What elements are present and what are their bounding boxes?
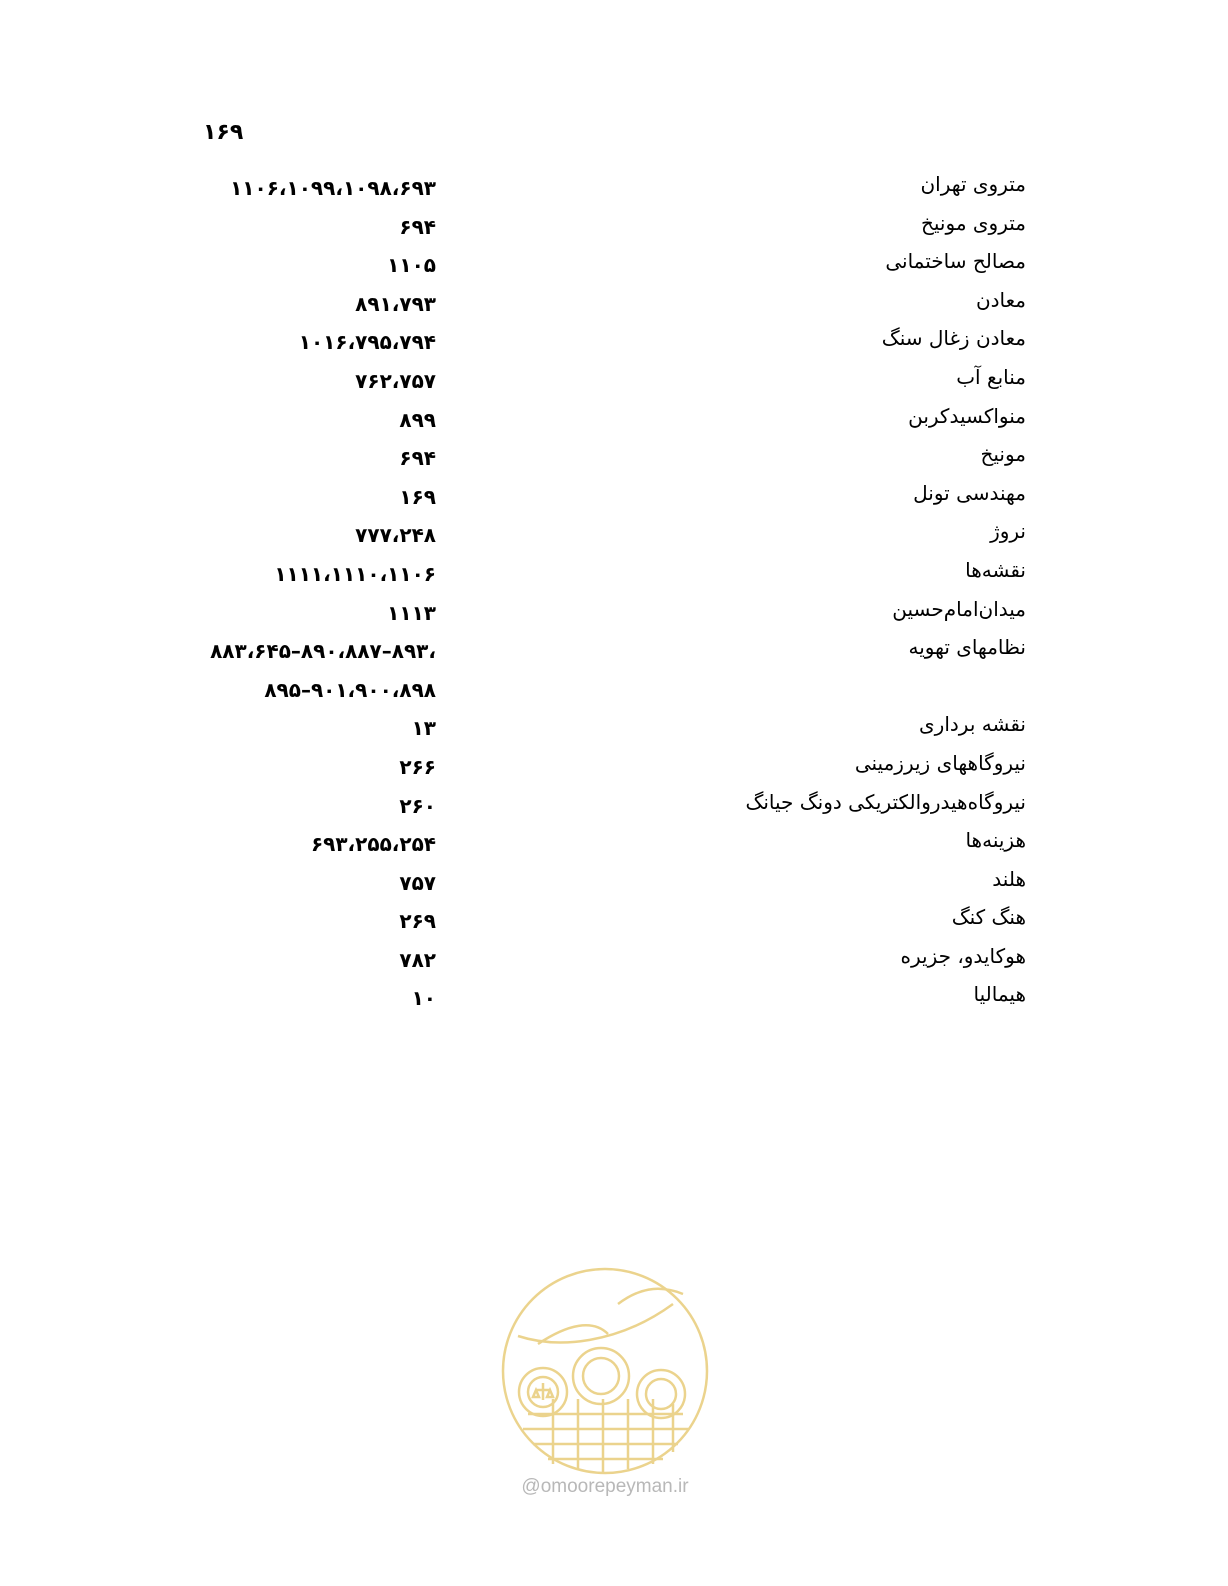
index-term: نظامهای تهویه — [908, 635, 1026, 660]
index-entry — [0, 479, 1228, 518]
index-pages: ۲۶۰ — [399, 793, 436, 818]
index-pages: ۱۱۰۶،۱۰۹۹،۱۰۹۸،۶۹۳ — [230, 176, 436, 200]
index-entry — [0, 710, 1228, 749]
index-term: نقشه‌ها — [965, 557, 1026, 582]
index-term: معادن زغال سنگ — [881, 326, 1026, 351]
index-term: هزینه‌ها — [965, 828, 1026, 853]
index-pages: ۶۹۴ — [399, 446, 436, 471]
index-pages: ۱۶۹ — [399, 484, 436, 509]
index-pages: ۸۹۹ — [399, 407, 436, 432]
index-entry — [0, 749, 1228, 788]
index-pages: ۱۱۱۳ — [387, 600, 436, 625]
index-entry — [0, 903, 1228, 942]
index-entry — [0, 440, 1228, 479]
watermark-emblem-icon — [498, 1264, 712, 1478]
index-entry — [0, 324, 1228, 363]
index-term: نقشه برداری — [919, 712, 1026, 737]
index-term: نیروگاههای زیرزمینی — [854, 750, 1026, 775]
index-pages: ،۸۹۳–۸۹۰،۸۸۷–۸۸۳،۶۴۵ — [210, 639, 436, 664]
index-entry — [0, 556, 1228, 595]
index-entry — [0, 402, 1228, 441]
index-entry — [0, 826, 1228, 865]
index-list — [0, 170, 1228, 1019]
index-entry — [0, 286, 1228, 325]
index-entry — [0, 170, 1228, 209]
index-term: مصالح ساختمانی — [885, 249, 1026, 274]
index-term: منابع آب — [956, 364, 1026, 389]
index-entry — [0, 517, 1228, 556]
index-pages: ۶۹۴ — [399, 214, 436, 239]
index-entry — [0, 633, 1228, 710]
index-pages: ۱۰ — [411, 986, 436, 1011]
index-term: متروی تهران — [920, 172, 1026, 196]
index-entry — [0, 363, 1228, 402]
index-entry — [0, 942, 1228, 981]
index-entry — [0, 980, 1228, 1019]
index-pages: ۷۸۲ — [399, 947, 436, 972]
index-pages: ۱۱۱۱،۱۱۱۰،۱۱۰۶ — [274, 561, 436, 586]
page-number: ۱۶۹ — [203, 120, 244, 145]
index-entry — [0, 788, 1228, 827]
index-term: متروی مونیخ — [920, 210, 1026, 235]
index-pages: ۱۱۰۵ — [387, 253, 436, 278]
index-pages: ۲۶۹ — [399, 909, 436, 934]
index-pages: ۸۹۱،۷۹۳ — [355, 291, 436, 316]
index-term: نیروگاه‌هیدروالکتریکی دونگ جیانگ — [745, 789, 1026, 814]
index-term: هوکایدو، جزیره — [900, 943, 1026, 968]
index-entry — [0, 209, 1228, 248]
index-pages: ۱۳ — [411, 716, 436, 741]
index-term: نروژ — [990, 519, 1026, 544]
index-pages-continued: ۹۰۱،۹۰۰،۸۹۸–۸۹۵ — [264, 678, 436, 703]
index-pages: ۷۵۷ — [399, 870, 436, 895]
index-term: هلند — [992, 866, 1026, 891]
index-term: مهندسی تونل — [913, 480, 1026, 505]
index-term: هیمالیا — [973, 982, 1026, 1007]
index-term: معادن — [975, 287, 1026, 312]
index-pages: ۷۶۲،۷۵۷ — [355, 368, 436, 393]
index-entry — [0, 865, 1228, 904]
index-pages: ۶۹۳،۲۵۵،۲۵۴ — [310, 832, 436, 857]
index-entry — [0, 595, 1228, 634]
index-entry — [0, 247, 1228, 286]
index-pages: ۷۷۷،۲۴۸ — [355, 523, 436, 548]
index-term: میدان‌امام‌حسین — [892, 596, 1026, 621]
watermark-logo — [498, 1264, 712, 1504]
index-pages: ۱۰۱۶،۷۹۵،۷۹۴ — [298, 330, 436, 355]
index-term: منواکسیدکربن — [908, 403, 1026, 428]
index-term: هنگ کنگ — [951, 905, 1026, 930]
index-pages: ۲۶۶ — [399, 754, 436, 779]
index-term: مونیخ — [980, 442, 1026, 467]
watermark-url: @omoorepeyman.ir — [521, 1476, 689, 1497]
